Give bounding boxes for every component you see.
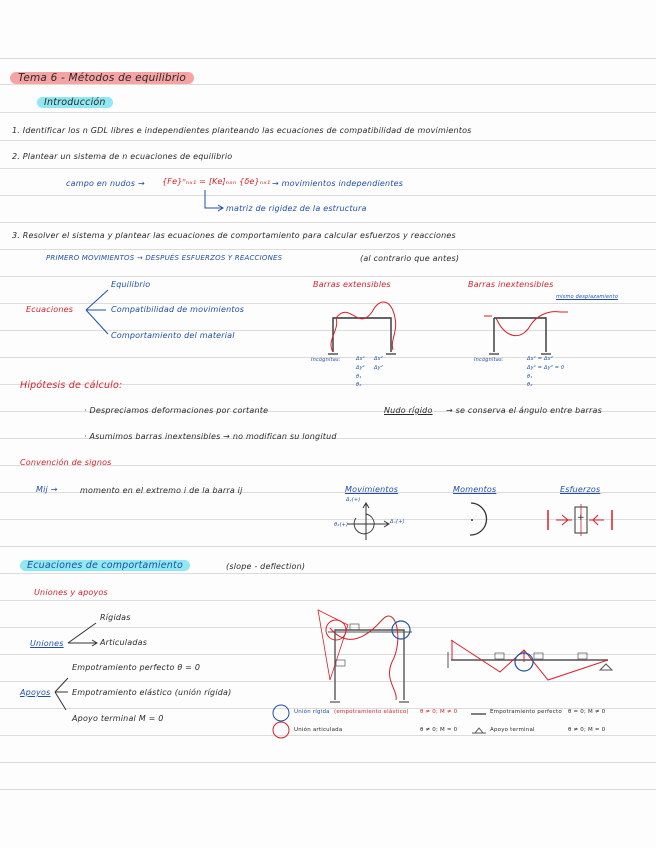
step2-right: → movimientos independientes: [272, 179, 404, 188]
ext-var-6: θ₂: [356, 382, 362, 388]
legend-artic-label: Unión articulada: [294, 727, 343, 733]
support-item-fixed: Empotramiento perfecto θ = 0: [72, 663, 201, 672]
rigid-node-desc: → se conserva el ángulo entre barras: [446, 406, 602, 415]
rigid-node-label: Nudo rígido: [384, 406, 433, 415]
legend-fixed-label: Empotramiento perfecto: [490, 709, 562, 715]
extensible-title: Barras extensibles: [313, 280, 391, 289]
axis-label-dy: Δᵧ(+): [346, 497, 361, 503]
hypothesis-1: · Despreciamos deformaciones por cortante: [84, 406, 269, 415]
legend-artic-eq: θ ≠ 0; M = 0: [420, 727, 458, 733]
inext-var-2: Δy¹ = Δy² = 0: [527, 365, 565, 371]
ext-var-1: Δx¹: [356, 356, 365, 362]
ext-var-5: θ₁: [356, 374, 362, 380]
behavior-note: (slope - deflection): [226, 562, 306, 571]
mij-desc: momento en el extremo i de la barra ij: [80, 486, 243, 495]
supports-label: Apoyos: [20, 688, 51, 697]
moments-heading: Momentos: [453, 485, 497, 494]
legend-rigid-eq: θ ≠ 0; M ≠ 0: [420, 709, 458, 715]
unions-label: Uniones: [30, 639, 64, 648]
inext-var-4: θ₂: [527, 382, 533, 388]
inextensible-note: mismo desplazamiento: [556, 294, 619, 300]
equation-item-3: Comportamiento del material: [111, 331, 235, 340]
support-item-terminal: Apoyo terminal M = 0: [72, 714, 164, 723]
equation-item-2: Compatibilidad de movimientos: [111, 305, 245, 314]
stiffness-matrix-label: matriz de rigidez de la estructura: [226, 204, 367, 213]
ext-var-3: Δy¹: [356, 365, 365, 371]
step-2: 2. Plantear un sistema de n ecuaciones de equilibrio: [12, 152, 233, 161]
hypothesis-heading: Hipótesis de cálculo:: [20, 380, 123, 391]
page-title: Tema 6 - Métodos de equilibrio: [10, 72, 194, 84]
extensible-unknowns-label: Incógnitas:: [311, 357, 341, 363]
legend-terminal-eq: θ ≠ 0; M = 0: [568, 727, 606, 733]
support-item-elastic: Empotramiento elástico (unión rígida): [72, 688, 232, 697]
intro-heading: Introducción: [37, 97, 113, 108]
ext-var-4: Δy²: [374, 365, 383, 371]
legend-rigid-label: Unión rígida: [294, 709, 330, 715]
forces-plus-sign: +: [577, 513, 585, 523]
step2-left: campo en nudos →: [66, 179, 145, 188]
stiffness-equation: {Fe}ⁿₙₓ₁ = [Ke]ₙₓₙ {δe}ₙₓ₁: [162, 177, 271, 186]
legend-terminal-label: Apoyo terminal: [490, 727, 535, 733]
legend-rigid-note: (empotramiento elástico): [334, 709, 409, 715]
union-item-rigid: Rígidas: [100, 613, 131, 622]
equation-item-1: Equilibrio: [111, 280, 151, 289]
step3-note: (al contrario que antes): [360, 254, 460, 263]
step3-order: PRIMERO MOVIMIENTOS → DESPUÉS ESFUERZOS Y REACCIONES: [46, 254, 283, 262]
axis-label-theta: θ₂(+): [334, 522, 349, 528]
forces-heading: Esfuerzos: [560, 485, 601, 494]
behavior-heading: Ecuaciones de comportamiento: [20, 560, 190, 571]
ext-var-2: Δx²: [374, 356, 383, 362]
inextensible-title: Barras inextensibles: [468, 280, 554, 289]
inext-var-1: Δx¹ = Δx²: [527, 356, 553, 362]
signs-heading: Convención de signos: [20, 458, 112, 467]
mij-label: Mij →: [36, 485, 58, 494]
legend-fixed-eq: θ = 0; M ≠ 0: [568, 709, 606, 715]
inextensible-unknowns-label: Incógnitas:: [474, 357, 504, 363]
inext-var-3: θ₁: [527, 374, 533, 380]
step-1: 1. Identificar los n GDL libres e independientes planteando las ecuaciones de compatibilidad de movimientos: [12, 126, 472, 135]
equations-label: Ecuaciones: [26, 305, 74, 314]
hypothesis-2: · Asumimos barras inextensibles → no modifican su longitud: [84, 432, 337, 441]
unions-supports-heading: Uniones y apoyos: [34, 588, 108, 597]
movements-heading: Movimientos: [345, 485, 399, 494]
union-item-articulated: Articuladas: [100, 638, 148, 647]
axis-label-dx: Δₓ(+): [390, 519, 405, 525]
step-3: 3. Resolver el sistema y plantear las ecuaciones de comportamiento para calcular esfuerzos y reacciones: [12, 231, 456, 240]
